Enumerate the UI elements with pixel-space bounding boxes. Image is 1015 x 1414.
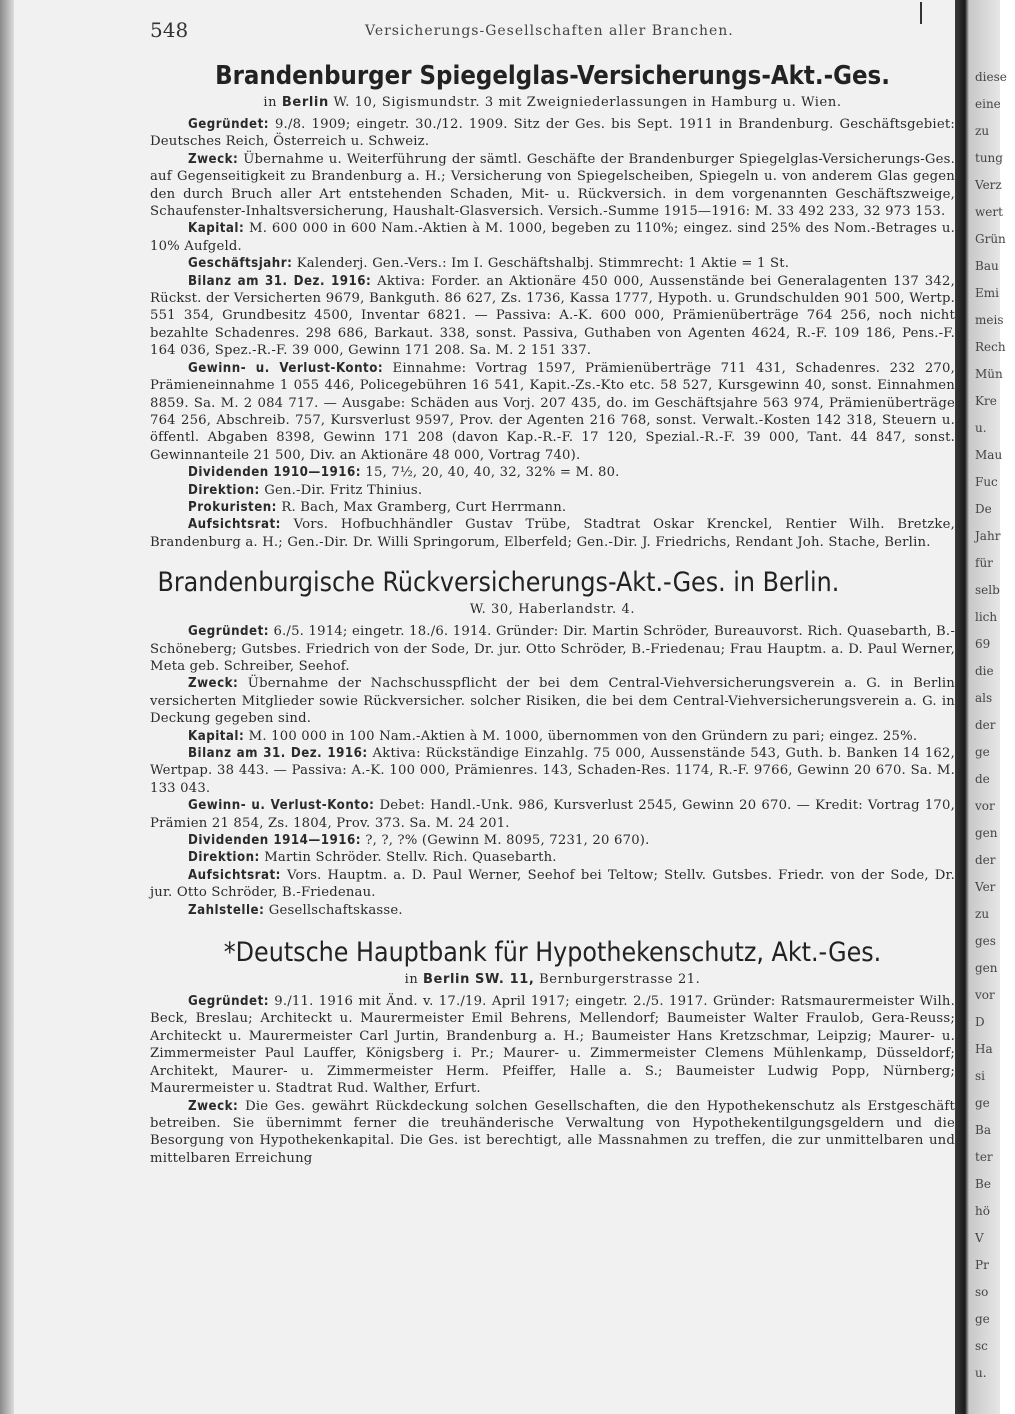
margin-fragment: ter	[975, 1150, 993, 1164]
section-label: Bilanz am 31. Dez. 1916:	[188, 273, 372, 289]
margin-fragment: Be	[975, 1177, 991, 1191]
margin-rule	[920, 2, 922, 24]
address-rest: W. 30, Haberlandstr. 4.	[469, 602, 636, 618]
margin-fragment: Jahr	[975, 529, 1001, 543]
entry-title: Brandenburgische Rückversicherungs-Akt.-Ges. in Berlin.	[157, 567, 840, 599]
margin-fragment: ges	[975, 934, 996, 948]
margin-fragment: Kre	[975, 394, 997, 408]
entry-gap	[150, 551, 955, 567]
section-label: Gegründet:	[188, 994, 269, 1010]
section-direktion	[150, 482, 955, 499]
adjacent-page-strip	[955, 0, 1007, 1414]
section-dividenden	[150, 464, 955, 481]
margin-fragment: sc	[975, 1339, 988, 1353]
entry-brandenburger-spiegelglas	[150, 60, 955, 551]
section-label: Gewinn- u. Verlust-Konto:	[188, 798, 375, 814]
entry-title: Brandenburger Spiegelglas-Versicherungs-Akt.-Ges.	[215, 61, 890, 91]
margin-fragment: lich	[975, 610, 998, 624]
section-zweck	[150, 675, 955, 727]
section-label: Bilanz am 31. Dez. 1916:	[188, 746, 368, 761]
margin-fragment: vor	[975, 988, 995, 1002]
section-label: Dividenden 1914—1916:	[188, 833, 361, 849]
section-geschaeftsjahr	[150, 255, 955, 272]
section-prokuristen	[150, 499, 955, 516]
section-zweck	[150, 1098, 955, 1168]
section-gewinn-verlust	[150, 360, 955, 464]
margin-fragment: ge	[975, 1096, 990, 1110]
section-text: Einnahme: Vortrag 1597, Prämienüberträge 711 431, Schadenres. 232 270, Prämieneinnahme 1 055 446, Policegebühren 16 541, Kapit.-Zs.-Kto etc. 58 527, Kursgewinn 40, sonst. Einnahmen 8859. Sa. M. 2 084 717. — Ausgabe: Schäden aus Vorj. 207 435, do. im Geschäftsjahre 563 974, Prämienüberträge 764 256, Abschreib. 757, Kursverlust 9597, Prov. der Agenten 216 768, sonst. Verwalt.-Kosten 142 318, Steuern u. öffentl. Abgaben 8398, Gewinn 171 208 (davon Kap.-R.-F. 17 120, Spezial.-R.-F. 39 000, Tant. 44 847, sonst. Gewinnanteile 21 500, Div. an Aktionäre 48 000, Vortrag 740).	[150, 360, 955, 463]
section-label: Dividenden 1910—1916:	[188, 465, 361, 481]
entry-address	[150, 971, 955, 989]
address-city: Berlin SW. 11,	[423, 972, 535, 988]
address-rest: Bernburgerstrasse 21.	[539, 972, 701, 988]
margin-fragment: D	[975, 1015, 985, 1029]
section-label: Gegründet:	[188, 117, 269, 132]
margin-fragment: Mün	[975, 367, 1003, 381]
section-zweck	[150, 151, 955, 221]
margin-fragment: ge	[975, 1312, 990, 1326]
margin-fragment: hö	[975, 1204, 990, 1218]
margin-fragment: die	[975, 664, 994, 678]
section-gegruendet	[150, 623, 955, 675]
entry-title: *Deutsche Hauptbank für Hypothekenschutz, Akt.-Ges.	[223, 937, 882, 969]
section-label: Kapital:	[188, 221, 245, 237]
section-bilanz	[150, 745, 955, 797]
margin-fragment: Rech	[975, 340, 1006, 354]
section-text: Aktiva: Forder. an Aktionäre 450 000, Aussenstände bei Generalagenten 137 342, Rückst. der Versicherten 9679, Bankguth. 86 627, Zs. 1736, Kassa 1777, Hypoth. u. Grundschulden 901 500, Wertp. 551 354, Grundbesitz 4500, Inventar 6821. — Passiva: A.-K. 600 000, Prämienüberträge 764 256, noch nicht bezahlte Schadenres. 298 686, Barkaut. 338, sonst. Passiva, Guthaben von Agenten 4624, R.-F. 109 186, Pens.-F. 164 036, Spez.-R.-F. 39 000, Gewinn 171 208. Sa. M. 2 151 337.	[150, 273, 955, 359]
page-number: 548	[150, 18, 189, 42]
section-gegruendet	[150, 993, 955, 1097]
section-label: Kapital:	[188, 728, 245, 744]
margin-fragment: für	[975, 556, 993, 570]
section-text: Aktiva: Rückständige Einzahlg. 75 000, Aussenstände 543, Guth. b. Banken 14 162, Wertpap. 38 443. — Passiva: A.-K. 100 000, Prämienres. 143, Schaden-Res. 1174, R.-F. 9766, Gewinn 20 670. Sa. M. 133 043.	[150, 746, 955, 796]
section-aufsichtsrat	[150, 516, 955, 551]
margin-fragment: ge	[975, 745, 990, 759]
address-rest: W. 10, Sigismundstr. 3 mit Zweigniederlassungen in Hamburg u. Wien.	[333, 95, 842, 110]
margin-fragment: si	[975, 1069, 985, 1083]
margin-fragment: zu	[975, 124, 990, 138]
section-label: Direktion:	[188, 482, 260, 498]
margin-fragment: Fuc	[975, 475, 998, 489]
margin-fragment: gen	[975, 826, 998, 840]
section-text: 9./8. 1909; eingetr. 30./12. 1909. Sitz der Ges. bis Sept. 1911 in Brandenburg. Geschäftsgebiet: Deutsches Reich, Österreich u. Schweiz.	[150, 117, 955, 150]
margin-fragment: der	[975, 718, 996, 732]
section-bilanz	[150, 273, 955, 360]
margin-fragment: Ba	[975, 1123, 991, 1137]
section-kapital	[150, 728, 955, 745]
section-label: Gegründet:	[188, 624, 269, 640]
entry-address	[150, 601, 955, 619]
section-text: Kalenderj. Gen.-Vers.: Im I. Geschäftshalbj. Stimmrecht: 1 Aktie = 1 St.	[296, 256, 790, 272]
margin-fragment: Ha	[975, 1042, 993, 1056]
entry-brandenburgische-rueckversicherung	[150, 567, 955, 919]
margin-fragment: u.	[975, 421, 987, 435]
page-content	[150, 60, 955, 1167]
address-prefix: in	[263, 95, 278, 110]
section-text: Gesellschaftskasse.	[268, 902, 403, 918]
margin-fragment: eine	[975, 97, 1001, 111]
margin-fragment: als	[975, 691, 993, 705]
section-zahlstelle	[150, 902, 955, 919]
section-text: 15, 7½, 20, 40, 40, 32, 32% = M. 80.	[365, 465, 620, 481]
address-prefix: in	[404, 972, 419, 988]
entry-gap	[150, 919, 955, 937]
running-head: Versicherungs-Gesellschaften aller Branchen.	[365, 23, 734, 39]
section-text: Gen.-Dir. Fritz Thinius.	[264, 482, 423, 498]
margin-fragment: 69	[975, 637, 991, 651]
margin-fragment: Pr	[975, 1258, 989, 1272]
margin-fragment: Ver	[975, 880, 996, 894]
margin-fragment: Verz	[975, 178, 1002, 192]
margin-fragment: De	[975, 502, 992, 516]
margin-fragment: diese	[975, 70, 1007, 84]
section-text: 6./5. 1914; eingetr. 18./6. 1914. Gründer: Dir. Martin Schröder, Bureauvorst. Rich. Quasebarth, B.-Schöneberg; Gutsbes. Friedrich von der Sode, Dr. jur. Otto Schröder, B.-Friedenau; Frau Hauptm. a. D. Paul Werner, Meta geb. Schreiber, Seehof.	[150, 624, 955, 674]
section-text: Übernahme u. Weiterführung der sämtl. Geschäfte der Brandenburger Spiegelglas-Versicherungs-Ges. auf Gegenseitigkeit zu Brandenburg a. H.; Versicherung von Spiegelscheiben, Spiegeln u. von anderem Glas gegen den durch Bruch aller Art entstehenden Schaden, Mit- u. Rückversich. in dem vorgenannten Geschäftszweige, Schaufenster-Inhaltsversicherung, Haushalt-Glasversich. Versich.-Summe 1915—1916: M. 33 492 233, 32 973 153.	[150, 151, 955, 220]
section-dividenden	[150, 832, 955, 849]
margin-fragment: Emi	[975, 286, 999, 300]
margin-fragment: der	[975, 853, 996, 867]
margin-fragment: zu	[975, 907, 990, 921]
section-aufsichtsrat	[150, 867, 955, 902]
section-gegruendet	[150, 116, 955, 151]
section-text: 9./11. 1916 mit Änd. v. 17./19. April 1917; eingetr. 2./5. 1917. Gründer: Ratsmaurermeister Wilh. Beck, Breslau; Architeckt u. Maurermeister Emil Behrens, Mellendorf; Baumeister Walter Fraulob, Gera-Reuss; Architeckt u. Maurermeister Carl Jurtin, Brandenburg a. H.; Baumeister Hans Kretzschmar, Leipzig; Maurer- u. Zimmermeister Paul Lauffer, Königsberg i. Pr.; Maurer- u. Zimmermeister Clemens Mühlenkamp, Düsseldorf; Architekt, Maurer- u. Zimmermeister Herm. Pfeiffer, Halle a. S.; Baumeister Ludwig Popp, Nürnberg; Maurermeister u. Stadtrat Rud. Walther, Erfurt.	[150, 994, 955, 1097]
margin-fragment: V	[975, 1231, 984, 1245]
section-label: Zweck:	[188, 676, 239, 692]
section-text: Debet: Handl.-Unk. 986, Kursverlust 2545, Gewinn 20 670. — Kredit: Vortrag 170, Prämien 21 854, Zs. 1804, Prov. 373. Sa. M. 24 201.	[150, 798, 955, 831]
section-text: ?, ?, ?% (Gewinn M. 8095, 7231, 20 670).	[365, 833, 650, 849]
margin-fragment: so	[975, 1285, 989, 1299]
section-text: Vors. Hofbuchhändler Gustav Trübe, Stadtrat Oskar Krenckel, Rentier Wilh. Bretzke, Brandenburg a. H.; Gen.-Dir. Dr. Willi Springorum, Elberfeld; Gen.-Dir. J. Friedrichs, Rendant Joh. Stache, Berlin.	[150, 517, 955, 550]
section-label: Aufsichtsrat:	[188, 517, 281, 533]
margin-fragment: wert	[975, 205, 1003, 219]
margin-fragment: tung	[975, 151, 1003, 165]
section-direktion	[150, 849, 955, 866]
section-label: Direktion:	[188, 850, 260, 866]
address-city: Berlin	[281, 95, 329, 110]
margin-fragment: gen	[975, 961, 998, 975]
section-gewinn-verlust	[150, 797, 955, 832]
section-label: Zweck:	[188, 1098, 239, 1114]
section-label: Zweck:	[188, 151, 239, 167]
page-left-edge	[0, 0, 14, 1414]
section-label: Aufsichtsrat:	[188, 867, 281, 883]
margin-fragment: selb	[975, 583, 1000, 597]
section-text: Die Ges. gewährt Rückdeckung solchen Gesellschaften, die den Hypothekenschutz als Erstgeschäft betreiben. Sie übernimmt ferner die treuhänderische Verwaltung von Hypothekentilgungsgeldern und die Besorgung von Hypothekenkapital. Die Ges. ist berechtigt, alle Massnahmen zu treffen, die zur unmittelbaren und mittelbaren Erreichung	[150, 1098, 955, 1166]
section-text: Übernahme der Nachschusspflicht der bei dem Central-Viehversicherungsverein a. G. in Berlin versicherten Mitglieder sowie Rückversicher. solcher Risiken, die bei dem Central-Viehversicherungsverein a. G. in Deckung gegeben sind.	[150, 676, 955, 727]
entry-address	[150, 94, 955, 112]
section-label: Prokuristen:	[188, 499, 277, 515]
entry-deutsche-hauptbank	[150, 937, 955, 1167]
section-text: M. 100 000 in 100 Nam.-Aktien à M. 1000, übernommen von den Gründern zu pari; eingez. 25%.	[248, 728, 918, 744]
page-header	[150, 10, 955, 40]
section-label: Zahlstelle:	[188, 902, 265, 918]
section-label: Geschäftsjahr:	[188, 256, 293, 272]
section-label: Gewinn- u. Verlust-Konto:	[188, 360, 384, 376]
section-text: M. 600 000 in 600 Nam.-Aktien à M. 1000, begeben zu 110%; eingez. sind 25% des Nom.-Betrages u. 10% Aufgeld.	[150, 221, 955, 254]
margin-fragment: Bau	[975, 259, 999, 273]
section-kapital	[150, 220, 955, 255]
margin-fragment: meis	[975, 313, 1004, 327]
margin-fragment: Grün	[975, 232, 1006, 246]
margin-fragment: u.	[975, 1366, 987, 1380]
margin-fragment: Mau	[975, 448, 1003, 462]
margin-fragment: de	[975, 772, 990, 786]
section-text: Vors. Hauptm. a. D. Paul Werner, Seehof bei Teltow; Stellv. Gutsbes. Friedr. von der Sode, Dr. jur. Otto Schröder, B.-Friedenau.	[150, 867, 955, 901]
section-text: Martin Schröder. Stellv. Rich. Quasebarth.	[264, 850, 557, 866]
section-text: R. Bach, Max Gramberg, Curt Herrmann.	[281, 499, 567, 515]
margin-fragment: vor	[975, 799, 995, 813]
